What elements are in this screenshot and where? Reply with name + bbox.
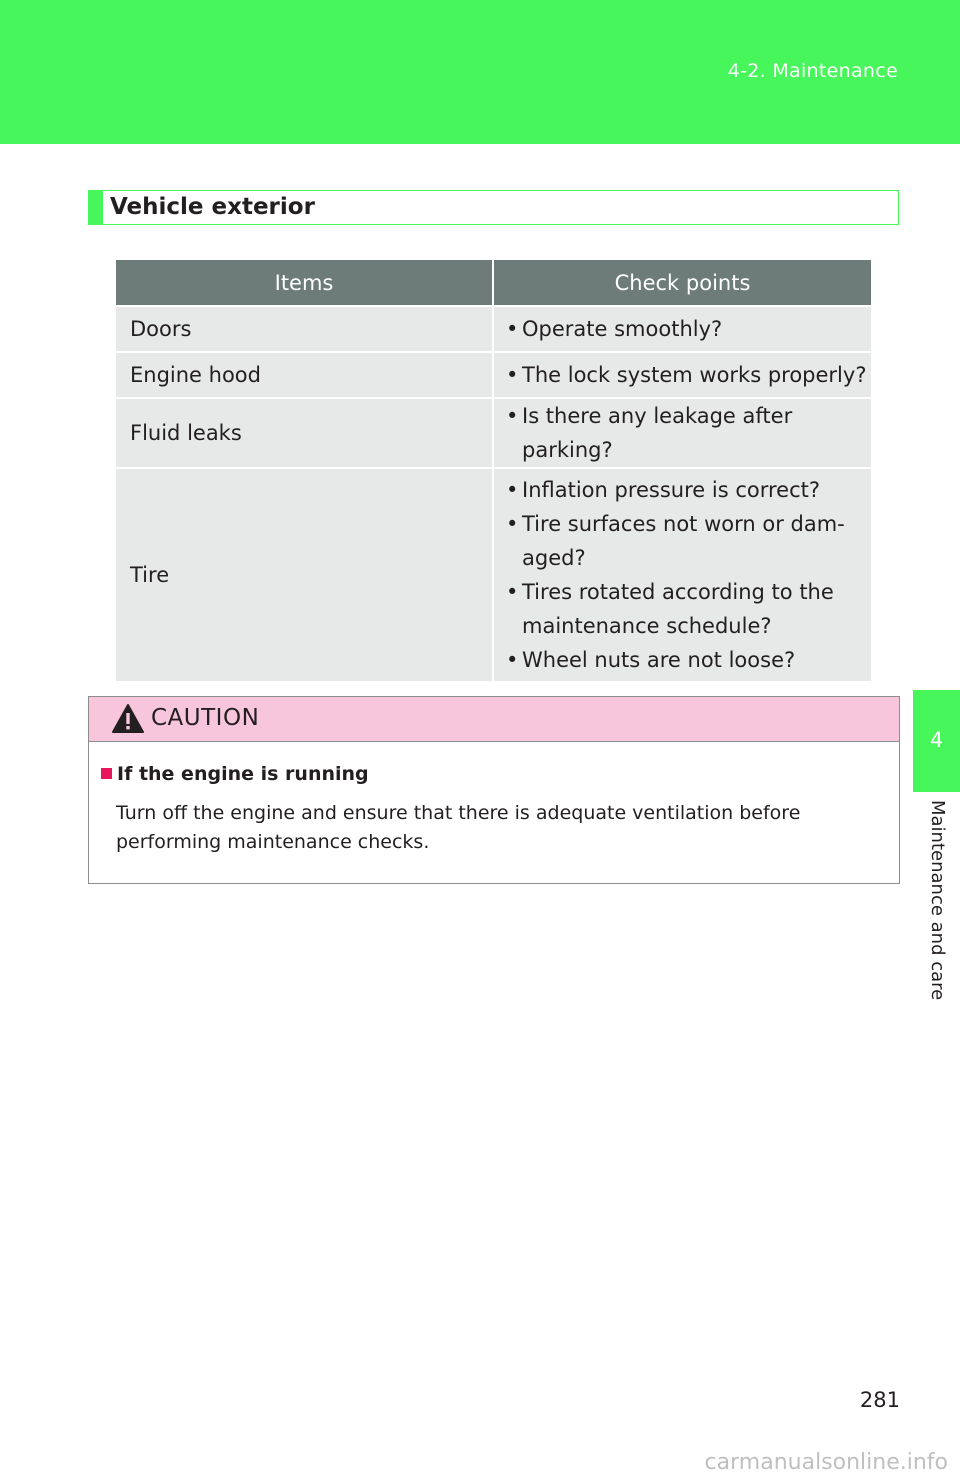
caution-subheading-text: If the engine is running <box>117 763 369 785</box>
heading-accent-bar <box>89 191 103 224</box>
caution-subheading <box>101 763 369 785</box>
header-band <box>0 0 960 144</box>
check-table <box>116 260 871 681</box>
check-point: • Is there any leakage after parking? <box>506 399 871 467</box>
warning-triangle-icon <box>111 703 145 735</box>
chapter-tab <box>913 690 960 792</box>
chapter-number: 4 <box>929 728 944 752</box>
chapter-label: Maintenance and care <box>927 800 948 1001</box>
check-point: • Wheel nuts are not loose? <box>506 643 871 677</box>
column-header-items: Items <box>116 260 493 306</box>
table-row <box>116 306 871 352</box>
column-header-check-points: Check points <box>493 260 871 306</box>
check-points-cell <box>493 306 871 352</box>
caution-title: CAUTION <box>151 705 260 731</box>
watermark: carmanualsonline.info <box>704 1450 948 1475</box>
caution-box <box>88 696 900 884</box>
item-cell: Doors <box>116 306 493 352</box>
check-point: • Inflation pressure is correct? <box>506 473 871 507</box>
item-cell: Tire <box>116 468 493 681</box>
table-row <box>116 352 871 398</box>
page-number: 281 <box>859 1388 900 1412</box>
check-points-cell <box>493 468 871 681</box>
item-cell: Fluid leaks <box>116 398 493 468</box>
table-row <box>116 468 871 681</box>
check-point: • The lock system works properly? <box>506 358 871 392</box>
check-point: • Tire surfaces not worn or dam-aged? <box>506 507 871 575</box>
section-heading <box>88 190 899 225</box>
caution-body: Turn off the engine and ensure that there is adequate ventilation before performing maintenance checks. <box>116 802 801 853</box>
square-bullet-icon <box>101 768 112 779</box>
section-label: 4-2. Maintenance <box>727 60 898 82</box>
check-points-cell <box>493 398 871 468</box>
caution-header <box>89 697 899 742</box>
check-point: • Tires rotated according to the maintenance schedule? <box>506 575 871 643</box>
check-point: • Operate smoothly? <box>506 312 871 346</box>
table-row <box>116 398 871 468</box>
table-header-row <box>116 260 871 306</box>
check-points-cell <box>493 352 871 398</box>
item-cell: Engine hood <box>116 352 493 398</box>
section-heading-text: Vehicle exterior <box>110 194 315 220</box>
